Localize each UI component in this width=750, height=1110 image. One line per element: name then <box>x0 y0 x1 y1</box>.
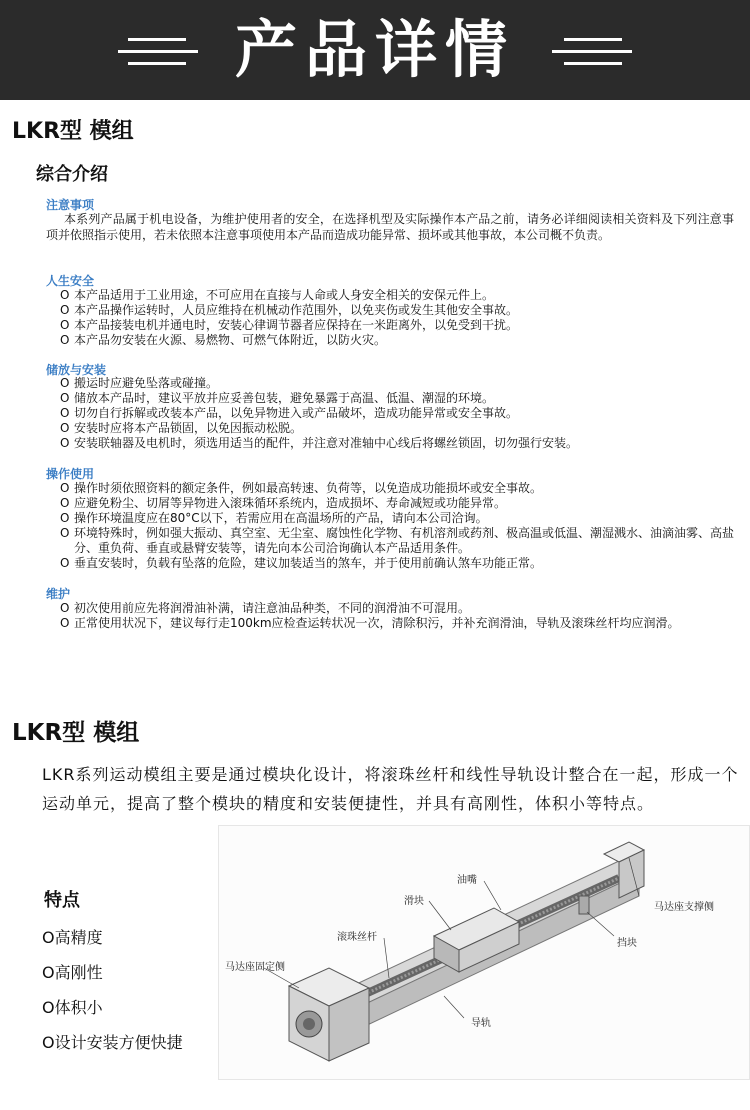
banner-title: 产品详情 <box>234 13 515 86</box>
feature-item: O体积小 <box>42 998 103 1017</box>
module-illustration <box>219 826 750 1081</box>
right-decoration <box>552 38 642 78</box>
label-oil-nipple: 油嘴 <box>457 875 477 886</box>
label-motor-fixed: 马达座固定侧 <box>225 962 285 973</box>
product-description: LKR系列运动模组主要是通过模块化设计，将滚珠丝杆和线性导轨设计整合在一起，形成一个运动单元，提高了整个模块的精度和安装便捷性，并具有高刚性，体积小等特点。 <box>42 765 739 813</box>
list-item: O 本产品操作运转时，人员应维持在机械动作范围外，以免夹伤或发生其他安全事故。 <box>60 303 736 318</box>
list-item: O 本产品适用于工业用途，不可应用在直接与人命或人身安全相关的安保元件上。 <box>60 288 736 303</box>
label-rail: 导轨 <box>471 1018 491 1029</box>
list-item: O 搬运时应避免坠落或碰撞。 <box>60 376 736 391</box>
notice-text: 本系列产品属于机电设备，为维护使用者的安全，在选择机型及实际操作本产品之前，请务必详细阅读相关资料及下列注意事项并依照指示使用，若未依照本注意事项使用本产品而造成功能异常、损坏或其他事故，本公司概不负责。 <box>46 212 734 242</box>
list-item: O 初次使用前应先将润滑油补满，请注意油品种类，不同的润滑油不可混用。 <box>60 601 736 616</box>
label-stopper: 挡块 <box>617 938 637 949</box>
safety-title: 人生安全 <box>46 274 95 288</box>
intro-heading: 综合介绍 <box>36 164 108 185</box>
label-ballscrew: 滚珠丝杆 <box>337 932 377 943</box>
model-heading: LKR型 模组 <box>12 119 134 144</box>
operation-title: 操作使用 <box>46 467 95 481</box>
notice-title: 注意事项 <box>46 198 95 212</box>
list-item: O 应避免粉尘、切屑等异物进入滚珠循环系统内，造成损坏、寿命减短或功能异常。 <box>60 496 736 511</box>
safety-list <box>60 288 736 348</box>
list-item: O 储放本产品时，建议平放并应妥善包装，避免暴露于高温、低温、潮湿的环境。 <box>60 391 736 406</box>
list-item: O 操作时须依照资料的额定条件，例如最高转速、负荷等，以免造成功能损坏或安全事故。 <box>60 481 736 496</box>
maintenance-title: 维护 <box>46 587 71 601</box>
storage-list <box>60 376 736 451</box>
list-item: O 垂直安装时，负载有坠落的危险，建议加装适当的煞车，并于使用前确认煞车功能正常。 <box>60 556 736 571</box>
module-diagram <box>218 825 750 1080</box>
operation-list <box>60 481 736 571</box>
feature-item: O设计安装方便快捷 <box>42 1033 183 1052</box>
features-title: 特点 <box>44 890 80 911</box>
list-item: O 操作环境温度应在80°C以下，若需应用在高温场所的产品，请向本公司洽询。 <box>60 511 736 526</box>
list-item: O 安装联轴器及电机时，须选用适当的配件，并注意对准轴中心线后将螺丝锁固，切勿强行安装。 <box>60 436 736 451</box>
list-item: O 本产品接装电机并通电时，安装心律调节器者应保持在一米距离外，以免受到干扰。 <box>60 318 736 333</box>
list-item: O 安装时应将本产品锁固，以免因振动松脱。 <box>60 421 736 436</box>
header-banner <box>0 0 750 100</box>
label-motor-support: 马达座支撑侧 <box>654 902 714 913</box>
feature-item: O高刚性 <box>42 963 103 982</box>
feature-item: O高精度 <box>42 928 103 947</box>
list-item: O 切勿自行拆解或改装本产品，以免异物进入或产品破坏，造成功能异常或安全事故。 <box>60 406 736 421</box>
model-heading-bottom: LKR型 模组 <box>12 720 140 746</box>
maintenance-list <box>60 601 736 631</box>
label-slider: 滑块 <box>404 896 424 907</box>
storage-title: 储放与安装 <box>46 363 107 377</box>
list-item: O 正常使用状况下，建议每行走100km应检查运转状况一次，清除积污，并补充润滑油，导轨及滚珠丝杆均应润滑。 <box>60 616 736 631</box>
list-item: O 环境特殊时，例如强大振动、真空室、无尘室、腐蚀性化学物、有机溶剂或药剂、极高温或低温、潮湿溅水、油滴油雾、高盐分、重负荷、垂直或悬臂安装等，请先向本公司洽询确认本产品适用条件。 <box>60 526 736 556</box>
list-item: O 本产品勿安装在火源、易燃物、可燃气体附近，以防火灾。 <box>60 333 736 348</box>
